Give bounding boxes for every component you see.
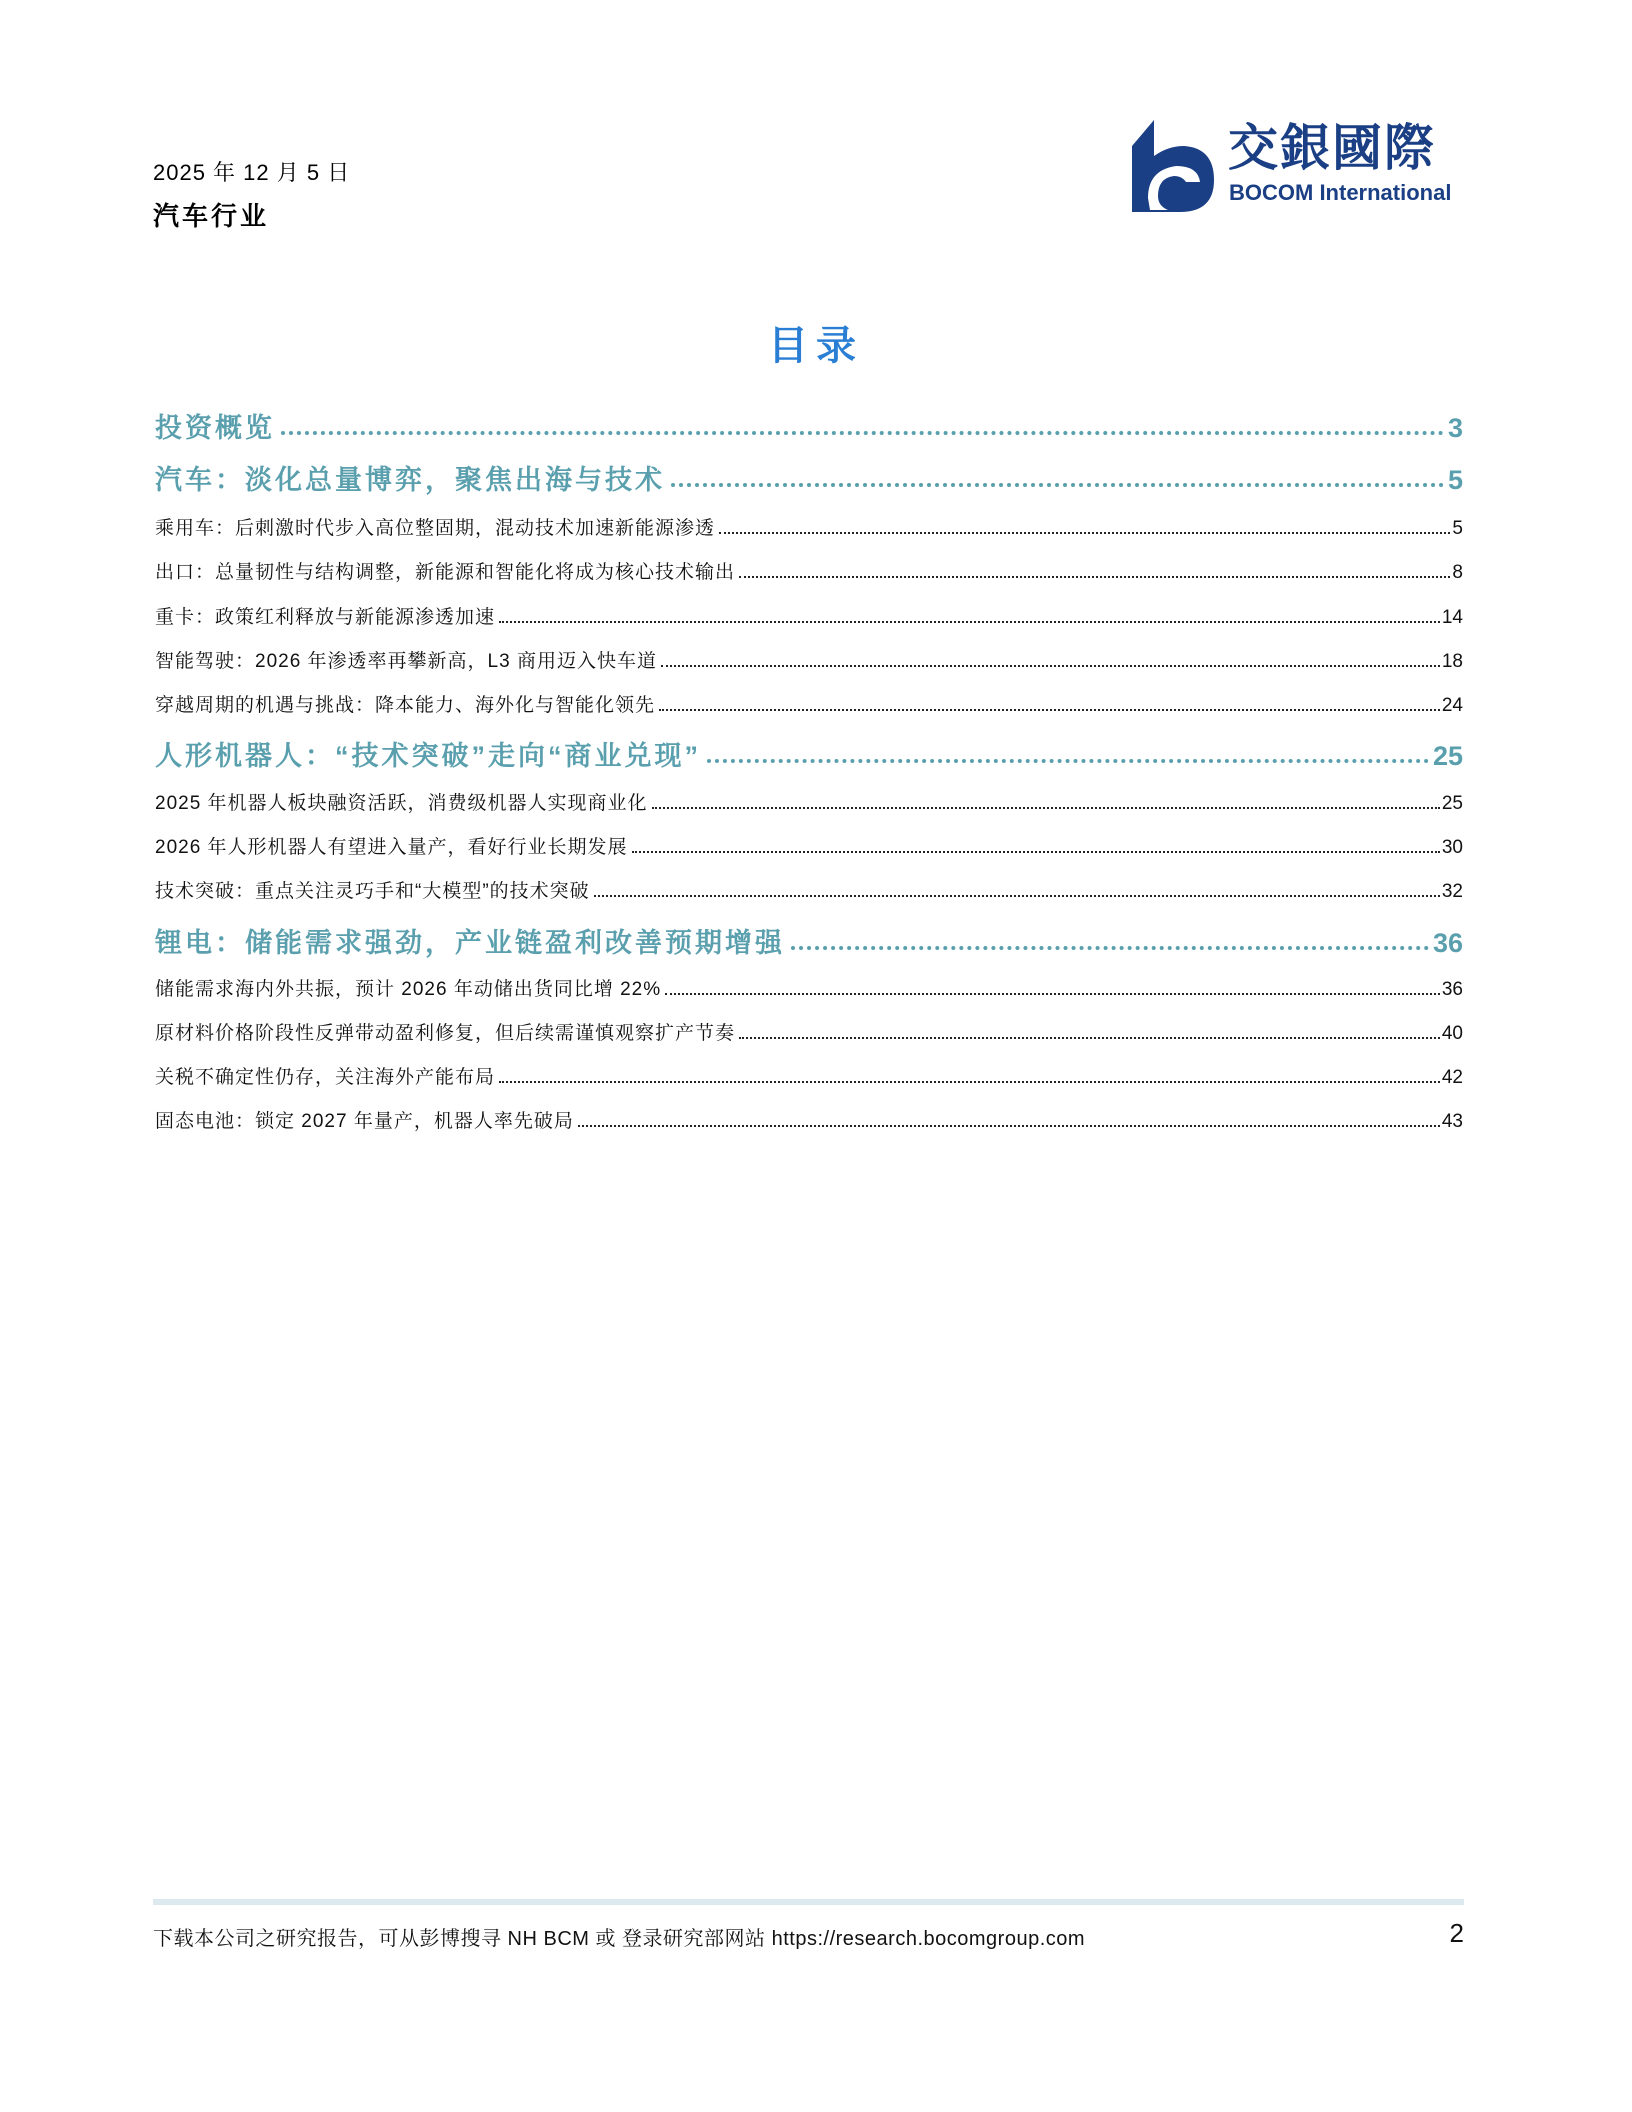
footer-divider-bar (153, 1899, 1464, 1905)
toc-entry-lithium-battery[interactable] (155, 921, 1463, 960)
toc-entry-label: 技术突破：重点关注灵巧手和“大模型”的技术突破 (155, 881, 590, 902)
toc-dot-leader (499, 621, 1440, 623)
toc-entry-heavy-trucks[interactable] (155, 602, 1463, 629)
toc-entry-tariff-uncertainty[interactable] (155, 1062, 1463, 1089)
toc-entry-label: 汽车：淡化总量博弈，聚焦出海与技术 (155, 465, 665, 495)
footer-download-note: 下载本公司之研究报告，可从彭博搜寻 NH BCM 或 登录研究部网站 https://research.bocomgroup.com (153, 1928, 1086, 1950)
bocom-b-logo-icon (1128, 116, 1216, 212)
toc-entry-label: 穿越周期的机遇与挑战：降本能力、海外化与智能化领先 (155, 695, 656, 716)
toc-entry-page: 3 (1447, 413, 1463, 443)
toc-dot-leader (671, 483, 1444, 487)
toc-entry-label: 2026 年人形机器人有望进入量产，看好行业长期发展 (155, 837, 628, 858)
toc-entry-page: 36 (1432, 928, 1463, 958)
toc-entry-humanoid-mass-production-2026[interactable] (155, 832, 1463, 859)
toc-entry-page: 5 (1452, 518, 1463, 539)
toc-dot-leader (707, 759, 1429, 763)
toc-title: 目录 (768, 324, 864, 368)
toc-entry-cycle-opportunities[interactable] (155, 690, 1463, 717)
toc-entry-label: 乘用车：后刺激时代步入高位整固期，混动技术加速新能源渗透 (155, 518, 716, 539)
toc-entry-page: 43 (1441, 1111, 1463, 1132)
logo-name-en: BOCOM International (1229, 180, 1452, 205)
toc-entry-page: 8 (1452, 562, 1463, 583)
toc-entry-label: 人形机器人：“技术突破”走向“商业兑现” (155, 741, 701, 771)
toc-dot-leader (594, 895, 1440, 897)
logo-name-cn: 交銀國際 (1228, 119, 1436, 177)
toc-entry-solid-state-battery[interactable] (155, 1106, 1463, 1133)
toc-entry-smart-driving[interactable] (155, 646, 1463, 673)
industry-label: 汽车行业 (153, 201, 270, 231)
toc-entry-label: 锂电：储能需求强劲，产业链盈利改善预期增强 (155, 928, 785, 958)
toc-entry-investment-overview[interactable] (155, 406, 1463, 445)
toc-dot-leader (739, 576, 1450, 578)
toc-entry-raw-material-prices[interactable] (155, 1018, 1463, 1045)
company-logo (1128, 116, 1468, 216)
toc-entry-label: 智能驾驶：2026 年渗透率再攀新高，L3 商用迈入快车道 (155, 651, 657, 672)
page-number: 2 (1449, 1918, 1464, 1948)
toc-entry-page: 24 (1441, 695, 1463, 716)
toc-dot-leader (652, 807, 1440, 809)
toc-entry-label: 关税不确定性仍存，关注海外产能布局 (155, 1067, 496, 1088)
toc-dot-leader (632, 851, 1440, 853)
toc-entry-label: 投资概览 (155, 413, 275, 443)
toc-entry-label: 储能需求海内外共振，预计 2026 年动储出货同比增 22% (155, 979, 662, 1000)
toc-dot-leader (791, 946, 1429, 950)
toc-entry-page: 32 (1441, 881, 1463, 902)
toc-entry-page: 25 (1432, 741, 1463, 771)
toc-entry-auto[interactable] (155, 458, 1463, 497)
toc-dot-leader (719, 532, 1450, 534)
toc-entry-label: 重卡：政策红利释放与新能源渗透加速 (155, 607, 496, 628)
toc-entry-page: 14 (1441, 607, 1463, 628)
toc-dot-leader (499, 1081, 1440, 1083)
toc-dot-leader (281, 431, 1444, 435)
toc-dot-leader (661, 665, 1440, 667)
toc-entry-energy-storage-demand[interactable] (155, 974, 1463, 1001)
toc-entry-page: 25 (1441, 793, 1463, 814)
toc-entry-humanoid-robots[interactable] (155, 734, 1463, 773)
toc-dot-leader (739, 1037, 1440, 1039)
toc-entry-exports[interactable] (155, 557, 1463, 584)
toc-entry-page: 40 (1441, 1023, 1463, 1044)
toc-dot-leader (578, 1125, 1440, 1127)
toc-entry-tech-breakthrough[interactable] (155, 876, 1463, 903)
toc-dot-leader (665, 993, 1440, 995)
toc-entry-page: 30 (1441, 837, 1463, 858)
toc-entry-page: 18 (1441, 651, 1463, 672)
toc-entry-page: 36 (1441, 979, 1463, 1000)
toc-entry-robot-financing-2025[interactable] (155, 788, 1463, 815)
toc-entry-label: 原材料价格阶段性反弹带动盈利修复，但后续需谨慎观察扩产节奏 (155, 1023, 736, 1044)
toc-entry-label: 固态电池：锁定 2027 年量产，机器人率先破局 (155, 1111, 574, 1132)
report-date: 2025 年 12 月 5 日 (153, 160, 351, 185)
toc-entry-label: 出口：总量韧性与结构调整，新能源和智能化将成为核心技术输出 (155, 562, 736, 583)
toc-entry-page: 5 (1447, 465, 1463, 495)
toc-entry-page: 42 (1441, 1067, 1463, 1088)
toc-entry-label: 2025 年机器人板块融资活跃，消费级机器人实现商业化 (155, 793, 648, 814)
toc-entry-passenger-vehicles[interactable] (155, 513, 1463, 540)
toc-dot-leader (659, 709, 1440, 711)
